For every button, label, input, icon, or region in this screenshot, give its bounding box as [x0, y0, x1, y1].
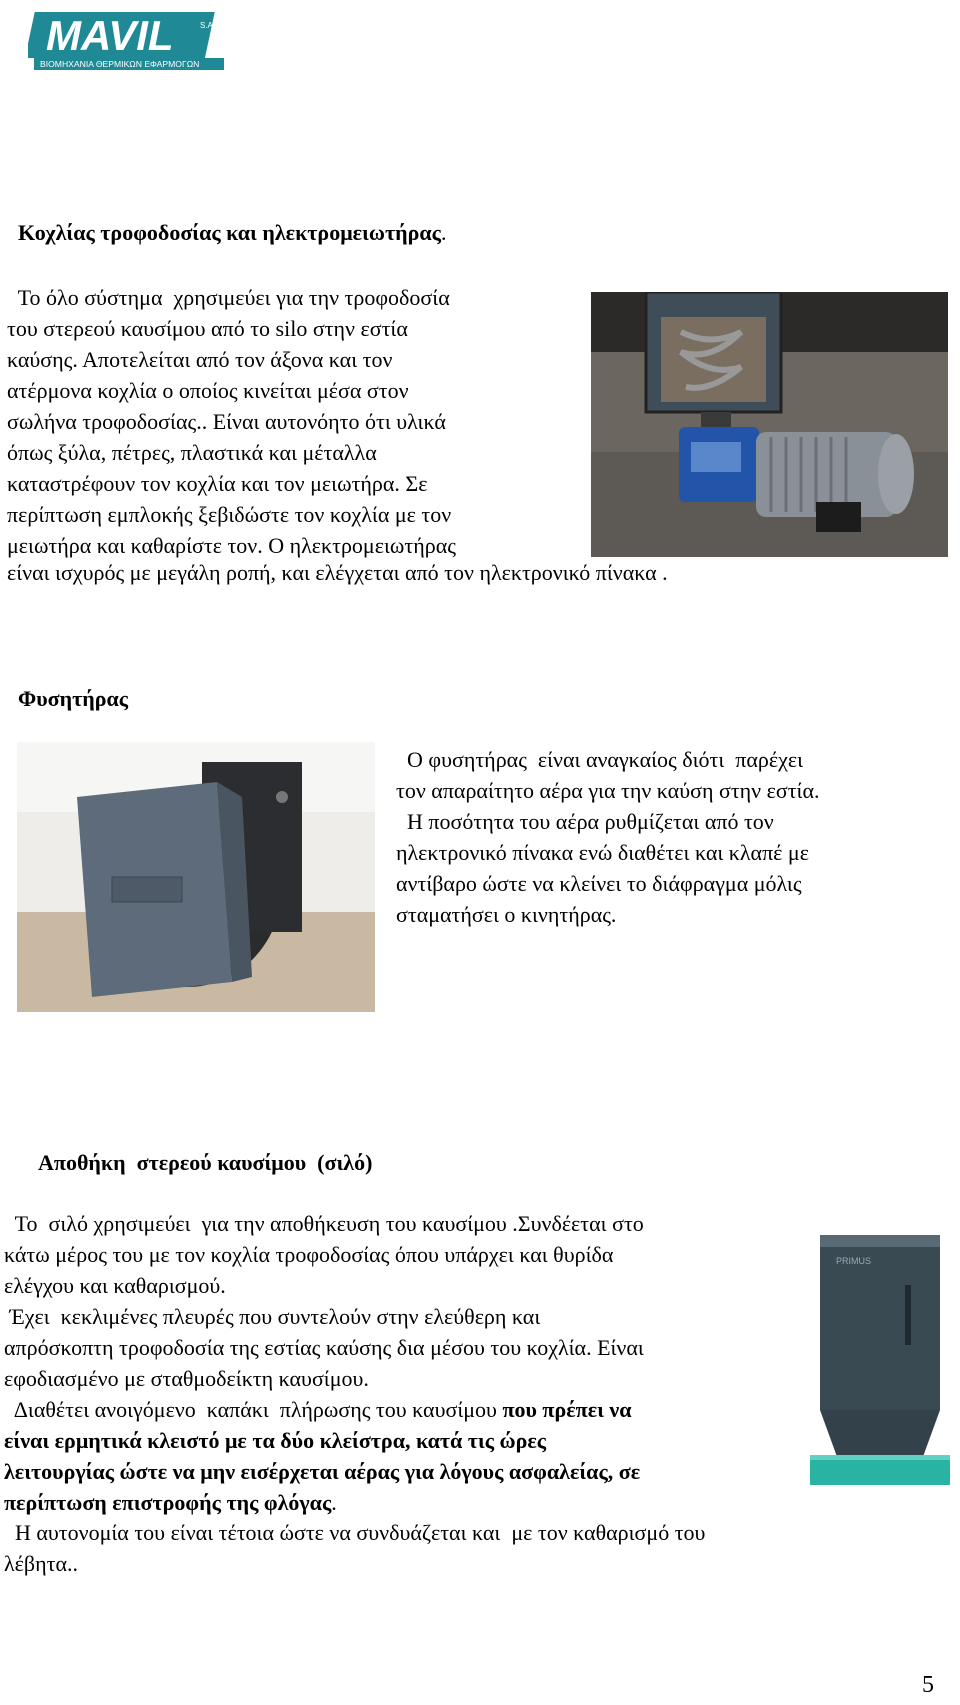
section-title-auger: Κοχλίας τροφοδοσίας και ηλεκτρομειωτήρας.: [18, 220, 447, 245]
silo-paragraph: Το σιλό χρησιμεύει για την αποθήκευση του καυσίμου .Συνδέεται στο κάτω μέρος του με τον κοχλία τροφοδοσίας όπου υπάρχει και θυρίδα ελέγχου και καθαρισμού. Έχει κεκλιμένες πλευρές που συντελούν στην ελεύθερη και απρόσκοπτη τροφοδοσία της εστίας καύσης δια μέσου του κοχλία. Είναι εφοδιασμένο με σταθμοδείκτη καυσίμου. Διαθέτει ανοιγόμενο καπάκι πλήρωσης του καυσίμου που πρέπει να είναι ερμητικά κλειστό με τα δύο κλείστρα, κατά τις ώρες λειτουργίας ώστε να μην εισέρχεται αέρας για λόγους ασφαλείας, σε περίπτωση επιστροφής της φλόγας.: [4, 1211, 644, 1515]
auger-motor-photo: [591, 292, 948, 557]
silo-paragraph-tail: Η αυτονομία του είναι τέτοια ώστε να συνδυάζεται και με τον καθαρισμό του λέβητα..: [4, 1520, 706, 1576]
auger-paragraph-last-line: είναι ισχυρός με μεγάλη ροπή, και ελέγχεται από τον ηλεκτρονικό πίνακα .: [7, 560, 668, 585]
auger-paragraph: Το όλο σύστημα χρησιμεύει για την τροφοδοσία του στερεού καυσίμου από το silo στην εστία καύσης. Αποτελείται από τον άξονα και τον ατέρμονα κοχλία ο οποίος κινείται μέσα στον σωλήνα τροφοδοσίας.. Είναι αυτονόητο ότι υλικά όπως ξύλα, πέτρες, πλαστικά και μέταλλα καταστρέφουν τον κοχλία και τον μειωτήρα. Σε περίπτωση εμπλοκής ξεβιδώστε τον κοχλία με τον μειωτήρα και καθαρίστε τον. Ο ηλεκτρομειωτήρας: [7, 285, 456, 558]
blower-fan-photo: [17, 742, 375, 1012]
silo-brand-label: PRIMUS: [836, 1256, 872, 1266]
mavil-logo: [28, 6, 233, 72]
section-title-fan: Φυσητήρας: [18, 686, 129, 711]
page-number: 5: [922, 1672, 934, 1698]
section-title-silo: Αποθήκη στερεού καυσίμου (σιλό): [38, 1150, 373, 1175]
logo-suffix: S.A.: [200, 21, 216, 30]
logo-tagline: ΒΙΟΜΗΧΑΝΙΑ ΘΕΡΜΙΚΩΝ ΕΦΑΡΜΟΓΩΝ: [40, 59, 200, 69]
fuel-silo-photo: [810, 1230, 950, 1495]
logo-brand: MAVIL: [46, 12, 174, 59]
fan-paragraph: Ο φυσητήρας είναι αναγκαίος διότι παρέχει τον απαραίτητο αέρα για την καύση στην εστία. Η ποσότητα του αέρα ρυθμίζεται από τον ηλεκτρονικό πίνακα ενώ διαθέτει και κλαπέ με αντίβαρο ώστε να κλείνει το διάφραγμα μόλις σταματήσει ο κινητήρας.: [396, 747, 820, 927]
